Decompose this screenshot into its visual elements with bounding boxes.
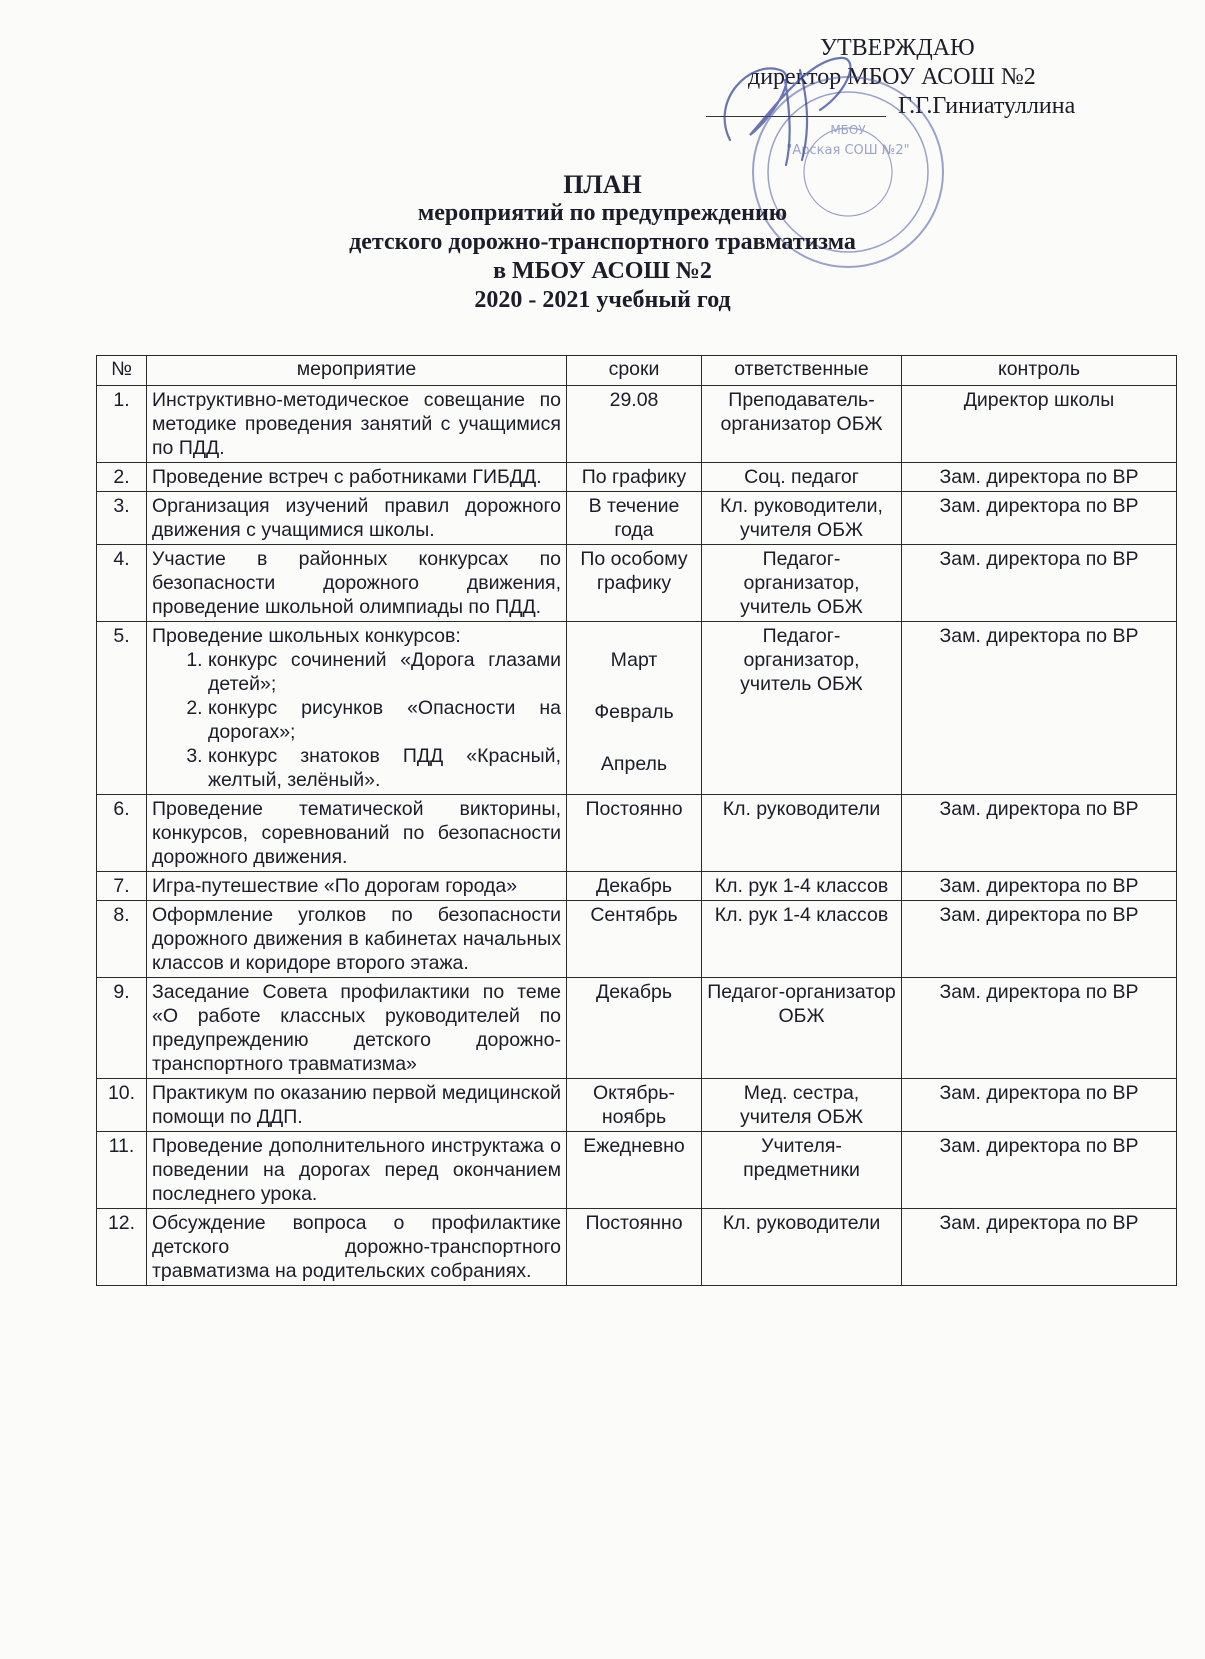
row-number: 6. [97, 795, 147, 872]
table-row [97, 492, 1177, 545]
row-activity: Проведение дополнительного инструктажа о поведении на дорогах перед окончанием последнего урока. [147, 1132, 567, 1209]
term-item: Апрель [600, 753, 668, 775]
row-responsible: Кл. рук 1-4 классов [702, 872, 902, 901]
row-term: По особому графику [567, 545, 702, 622]
row-control: Зам. директора по ВР [902, 1209, 1177, 1286]
title-line-3: детского дорожно-транспортного травматизма [349, 229, 856, 255]
contest-list [152, 648, 561, 792]
row-activity: Оформление уголков по безопасности дорожного движения в кабинетах начальных классов и коридоре второго этажа. [147, 901, 567, 978]
plan-table [96, 355, 1177, 1286]
header-control: контроль [902, 356, 1177, 386]
row-activity: Игра-путешествие «По дорогам города» [147, 872, 567, 901]
row-responsible: Соц. педагог [702, 463, 902, 492]
row-responsible: Кл. руководители [702, 795, 902, 872]
table-row [97, 795, 1177, 872]
row-control: Зам. директора по ВР [902, 622, 1177, 795]
row-number: 1. [97, 386, 147, 463]
row-term: В течение года [567, 492, 702, 545]
row-control: Зам. директора по ВР [902, 978, 1177, 1079]
document-title [0, 170, 1205, 315]
director-name: Г.Г.Гиниатуллина [898, 93, 1076, 119]
row-activity: Заседание Совета профилактики по теме «О работе классных руководителей по предупреждению детского дорожно-транспортного травматизма» [147, 978, 567, 1079]
row-number: 10. [97, 1079, 147, 1132]
approval-position: директор МБОУ АСОШ №2 [748, 64, 1036, 90]
row-responsible: Педагог-организатор, учитель ОБЖ [702, 622, 902, 795]
row-activity: Проведение тематической викторины, конкурсов, соревнований по безопасности дорожного движения. [147, 795, 567, 872]
approval-heading: УТВЕРЖДАЮ [820, 35, 975, 61]
table-row [97, 872, 1177, 901]
row-responsible: Учителя-предметники [702, 1132, 902, 1209]
row-number: 4. [97, 545, 147, 622]
header-activity: мероприятие [147, 356, 567, 386]
row-number: 3. [97, 492, 147, 545]
stamp-label: "Арская СОШ №2" [786, 143, 910, 158]
table-row [97, 463, 1177, 492]
row-control: Директор школы [902, 386, 1177, 463]
table-row [97, 1079, 1177, 1132]
row-term: Постоянно [567, 1209, 702, 1286]
header-responsible: ответственные [702, 356, 902, 386]
table-row [97, 545, 1177, 622]
row-responsible: Кл. руководители [702, 1209, 902, 1286]
row-control: Зам. директора по ВР [902, 872, 1177, 901]
table-row [97, 901, 1177, 978]
row-responsible: Мед. сестра, учителя ОБЖ [702, 1079, 902, 1132]
row-activity [147, 622, 567, 795]
row-terms [567, 622, 702, 795]
row-activity: Проведение встреч с работниками ГИБДД. [147, 463, 567, 492]
row-responsible: Кл. рук 1-4 классов [702, 901, 902, 978]
row-number: 5. [97, 622, 147, 795]
table-row [97, 1209, 1177, 1286]
table-row [97, 622, 1177, 795]
row-activity: Инструктивно-методическое совещание по методике проведения занятий с учащимися по ПДД. [147, 386, 567, 463]
row-term: 29.08 [567, 386, 702, 463]
row-responsible: Педагог-организатор, учитель ОБЖ [702, 545, 902, 622]
table-header-row [97, 356, 1177, 386]
list-item: 1. конкурс сочинений «Дорога глазами детей»; [208, 648, 561, 696]
term-item: Февраль [594, 701, 674, 723]
title-line-4: в МБОУ АСОШ №2 [493, 258, 712, 284]
row-activity: Обсуждение вопроса о профилактике детского дорожно-транспортного травматизма на родительских собраниях. [147, 1209, 567, 1286]
row-control: Зам. директора по ВР [902, 545, 1177, 622]
row-activity-intro: Проведение школьных конкурсов: [152, 625, 461, 647]
row-term: Декабрь [567, 872, 702, 901]
row-control: Зам. директора по ВР [902, 1079, 1177, 1132]
table-row [97, 978, 1177, 1079]
term-item: Март [610, 649, 658, 671]
table-row [97, 1132, 1177, 1209]
title-line-2: мероприятий по предупреждению [417, 200, 788, 226]
row-control: Зам. директора по ВР [902, 901, 1177, 978]
header-term: сроки [567, 356, 702, 386]
row-term: Постоянно [567, 795, 702, 872]
row-responsible: Преподаватель-организатор ОБЖ [702, 386, 902, 463]
title-year: 2020 - 2021 учебный год [474, 287, 731, 313]
list-item: 2. конкурс рисунков «Опасности на дорогах»; [208, 696, 561, 744]
director-signature [690, 40, 880, 170]
row-number: 2. [97, 463, 147, 492]
row-number: 8. [97, 901, 147, 978]
header-number: № [97, 356, 147, 386]
row-activity: Практикум по оказанию первой медицинской помощи по ДДП. [147, 1079, 567, 1132]
row-number: 9. [97, 978, 147, 1079]
row-activity: Участие в районных конкурсах по безопасности дорожного движения, проведение школьной олимпиады по ПДД. [147, 545, 567, 622]
row-control: Зам. директора по ВР [902, 795, 1177, 872]
table-row [97, 386, 1177, 463]
row-term: Сентябрь [567, 901, 702, 978]
title-plan: ПЛАН [563, 170, 642, 199]
row-control: Зам. директора по ВР [902, 463, 1177, 492]
row-responsible: Кл. руководители, учителя ОБЖ [702, 492, 902, 545]
row-term: Октябрь-ноябрь [567, 1079, 702, 1132]
row-control: Зам. директора по ВР [902, 492, 1177, 545]
row-number: 12. [97, 1209, 147, 1286]
svg-text:МБОУ: МБОУ [830, 123, 866, 137]
row-activity: Организация изучений правил дорожного движения с учащимися школы. [147, 492, 567, 545]
list-item: 3. конкурс знатоков ПДД «Красный, желтый, зелёный». [208, 744, 561, 792]
row-term: По графику [567, 463, 702, 492]
row-number: 11. [97, 1132, 147, 1209]
row-term: Ежедневно [567, 1132, 702, 1209]
row-number: 7. [97, 872, 147, 901]
row-responsible: Педагог-организатор ОБЖ [702, 978, 902, 1079]
row-control: Зам. директора по ВР [902, 1132, 1177, 1209]
row-term: Декабрь [567, 978, 702, 1079]
